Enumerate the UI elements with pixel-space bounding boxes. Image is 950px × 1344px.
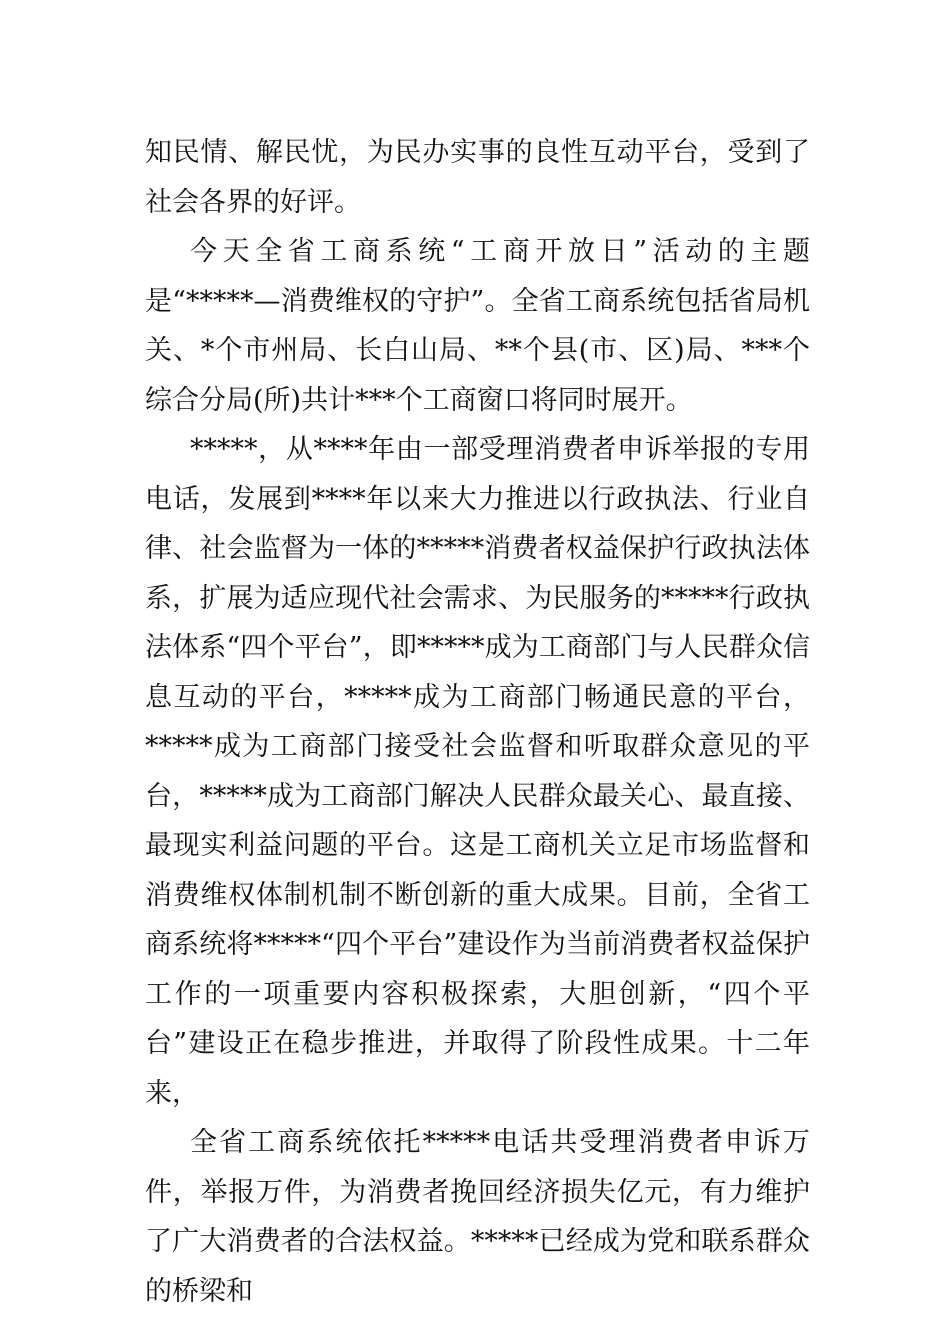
paragraph-2: 今天全省工商系统“工商开放日”活动的主题是“*****—消费维权的守护”。全省工商系统包括省局机关、*个市州局、长白山局、**个县(市、区)局、***个综合分局(所)共计***个工商窗口将同时展开。 [145, 236, 810, 416]
paragraph-3: *****，从****年由一部受理消费者申诉举报的专用电话，发展到****年以来大力推进以行政执法、行业自律、社会监督为一体的*****消费者权益保护行政执法体系，扩展为适应现代社会需求、为民服务的*****行政执法体系“四个平台”，即*****成为工商部门与人民群众信息互动的平台，*****成为工商部门畅通民意的平台，*****成为工商部门接受社会监督和听取群众意见的平台，*****成为工商部门解决人民群众最关心、最直接、最现实利益问题的平台。这是工商机关立足市场监督和消费维权体制机制不断创新的重大成果。目前，全省工商系统将*****“四个平台”建设作为当前消费者权益保护工作的一项重要内容积极探索，大胆创新，“四个平台”建设正在稳步推进，并取得了阶段性成果。十二年来， [145, 434, 810, 1109]
paragraph-1: 知民情、解民忧，为民办实事的良性互动平台，受到了社会各界的好评。 [145, 137, 810, 218]
document-body [145, 128, 810, 1316]
paragraph-4: 全省工商系统依托*****电话共受理消费者申诉万件，举报万件，为消费者挽回经济损失亿元，有力维护了广大消费者的合法权益。*****已经成为党和联系群众的桥梁和 [145, 1127, 810, 1307]
